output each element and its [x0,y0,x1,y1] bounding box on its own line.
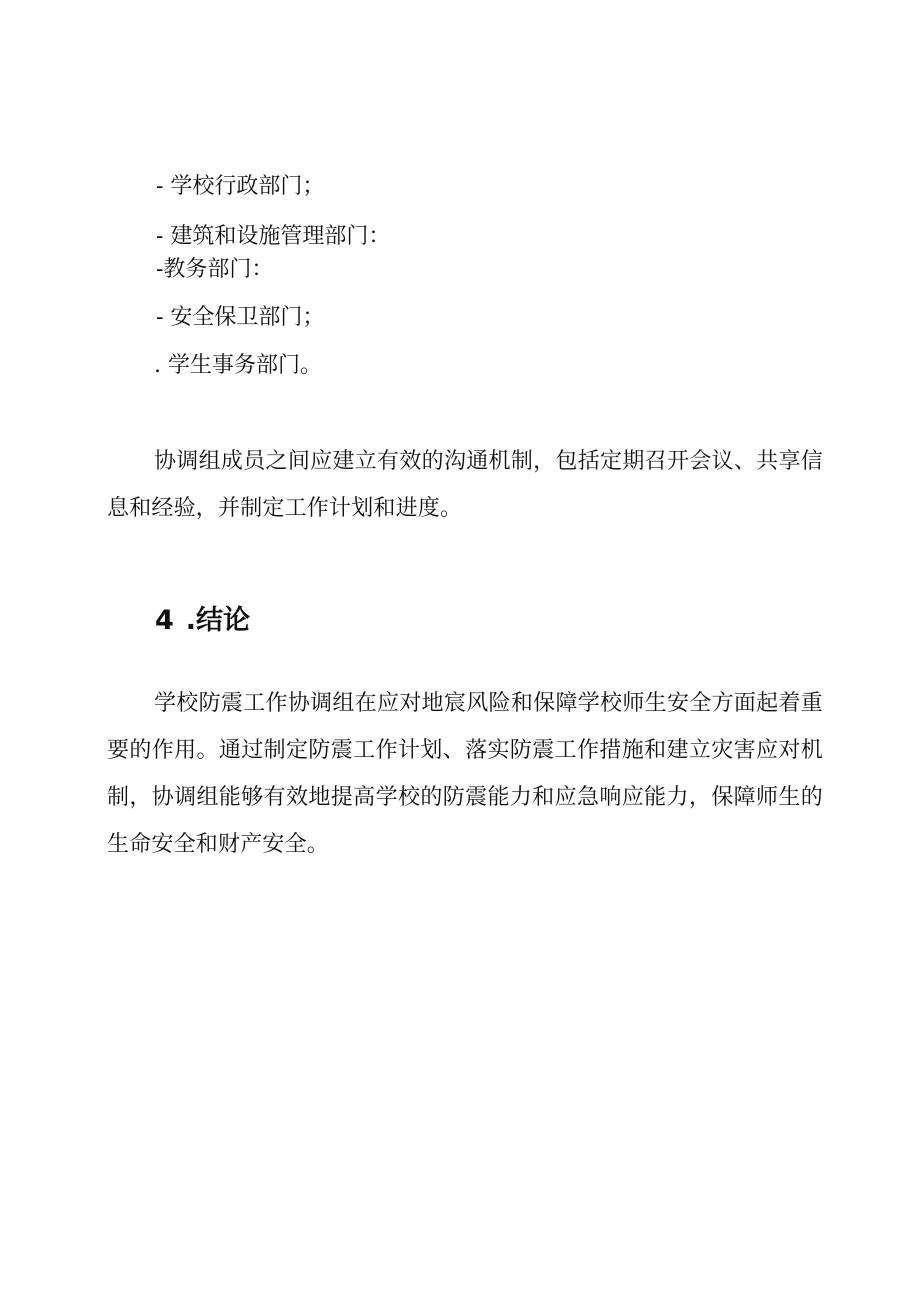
section-number: 4 [155,605,174,636]
list-item-admin-dept: - 学校行政部门； [156,174,325,199]
list-item-student-affairs-dept: . 学生事务部门。 [154,353,322,378]
list-item-security-dept: - 安全保卫部门； [156,305,325,330]
list-item-facilities-dept: - 建筑和设施管理部门： [156,224,391,249]
communication-paragraph: 协调组成员之间应建立有效的沟通机制，包括定期召开会议、共享信息和经验，并制定工作计划和进度。 [107,449,823,521]
section-title: .结论 [185,605,251,636]
list-item-academic-dept: -教务部门： [156,257,274,282]
conclusion-paragraph: 学校防震工作协调组在应对地宸风险和保障学校师生安全方面起着重要的作用。通过制定防震工作计划、落实防震工作措施和建立灾害应对机制，协调组能够有效地提高学校的防震能力和应急响应能力，保障师生的生命安全和财产安全。 [107,691,823,857]
section-heading [155,601,250,641]
